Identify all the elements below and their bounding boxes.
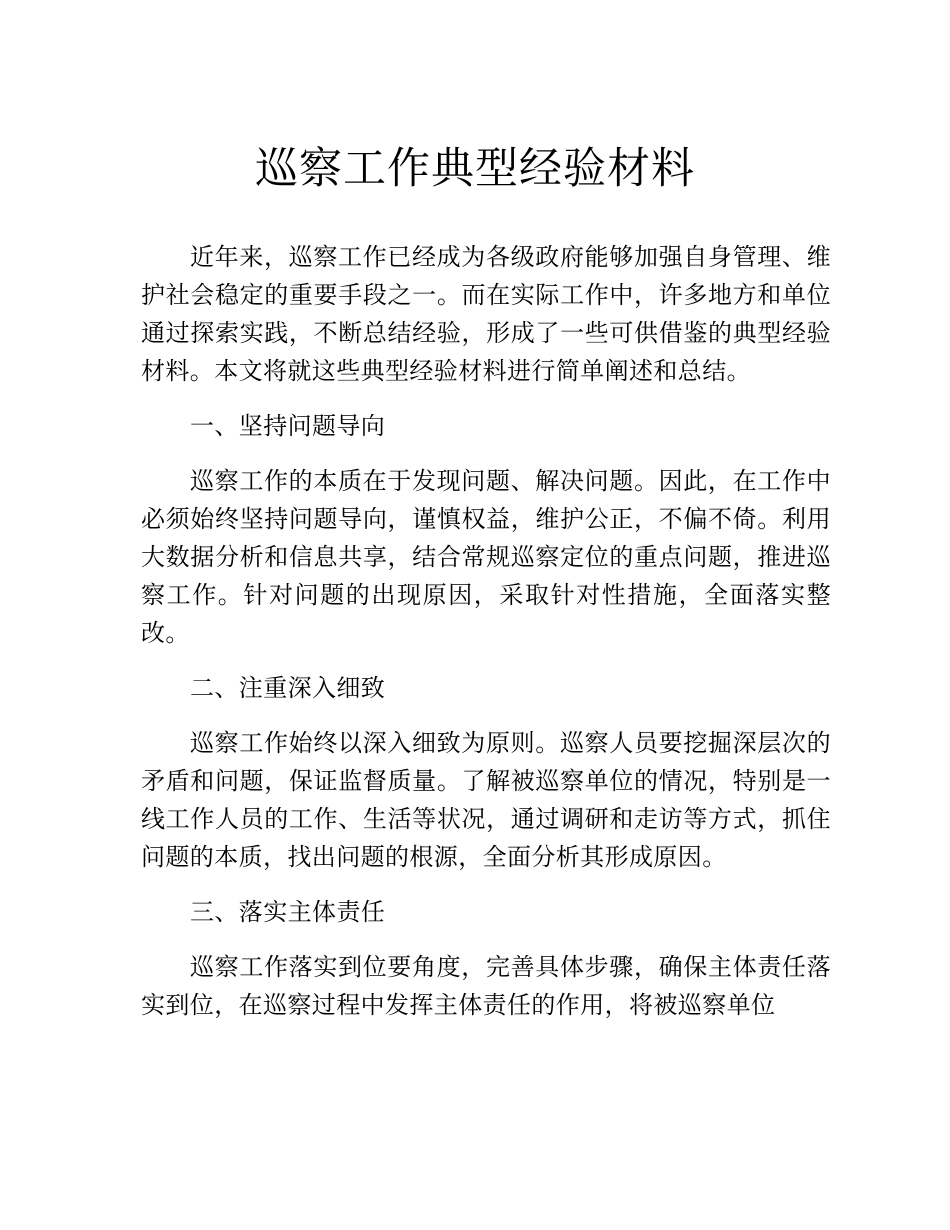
- intro-paragraph: 近年来，巡察工作已经成为各级政府能够加强自身管理、维护社会稳定的重要手段之一。而在实际工作中，许多地方和单位通过探索实践，不断总结经验，形成了一些可供借鉴的典型经验材料。本文将就这些典型经验材料进行简单阐述和总结。: [141, 243, 831, 385]
- section-body-2: 巡察工作始终以深入细致为原则。巡察人员要挖掘深层次的矛盾和问题，保证监督质量。了解被巡察单位的情况，特别是一线工作人员的工作、生活等状况，通过调研和走访等方式，抓住问题的本质，找出问题的根源，全面分析其形成原因。: [141, 729, 831, 871]
- section-body-1: 巡察工作的本质在于发现问题、解决问题。因此，在工作中必须始终坚持问题导向，谨慎权益，维护公正，不偏不倚。利用大数据分析和信息共享，结合常规巡察定位的重点问题，推进巡察工作。针对问题的出现原因，采取针对性措施，全面落实整改。: [141, 467, 831, 647]
- section-heading-2: 二、注重深入细致: [190, 674, 386, 702]
- document-title: 巡察工作典型经验材料: [255, 144, 695, 194]
- document-body: [141, 238, 831, 1041]
- section-heading-3: 三、落实主体责任: [190, 898, 386, 926]
- section-heading-1: 一、坚持问题导向: [190, 412, 386, 440]
- section-body-3: 巡察工作落实到位要角度，完善具体步骤，确保主体责任落实到位，在巡察过程中发挥主体责任的作用，将被巡察单位: [141, 953, 831, 1019]
